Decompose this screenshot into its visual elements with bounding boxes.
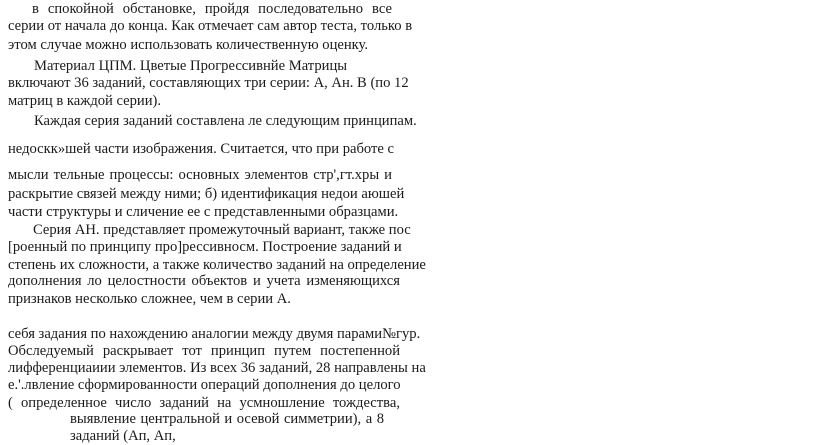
- text-line: дополнения ло целостности объектов и учета изменяющихся: [8, 273, 400, 289]
- text-line: серии от начала до конца. Как отмечает сам автор теста, только в: [8, 18, 413, 34]
- text-line: Серия АН. представляет промежуточный вариант, также пос: [33, 222, 411, 238]
- text-line: недоскк»шей части изображения. Считается, что при работе с: [8, 141, 394, 157]
- text-line: части структуры и сличение ее с представленными образцами.: [8, 204, 399, 220]
- text-line: матриц в каждой серии).: [8, 93, 162, 109]
- text-line: выявление центральной и осевой симметрии), а 8: [70, 411, 384, 427]
- text-line: лифференциаиии элементов. Из всех 36 заданий, 28 направлены на: [8, 360, 426, 376]
- text-line: ( определенное число заданий на усмношление тождества,: [8, 395, 400, 411]
- text-line: Обследуемый раскрывает тот принцип путем постепенной: [8, 343, 400, 359]
- text-line: этом случае можно использовать количественную оценку.: [8, 37, 369, 53]
- text-line: раскрытие связей между ними; б) идентификация недои аюшей: [8, 186, 405, 202]
- text-line: Материал ЦПМ. Цветые Прогрессивнйе Матрицы: [34, 58, 348, 74]
- text-line: мысли тельные процессы: основных элементов стр',гт.хры и: [8, 167, 392, 183]
- text-line: е.'.лвление сформированности операций дополнения до целого: [8, 377, 401, 393]
- text-line: в спокойной обстановке, пройдя последовательно все: [32, 1, 392, 17]
- text-line: Каждая серия заданий составлена ле следующим принципам.: [34, 113, 417, 129]
- text-line: [роенный по принципу про]рессивносм. Построение заданий и: [8, 239, 402, 255]
- text-line: заданий (Ап, Ап,: [70, 428, 176, 444]
- text-line: включают 36 заданий, составляющих три серии: А, Ан. В (по 12: [8, 75, 409, 91]
- text-line: себя задания по нахождению аналогии между двумя парами№гур.: [8, 326, 421, 342]
- text-line: степень их сложности, а также количество заданий на определение: [8, 257, 426, 273]
- text-line: признаков несколько сложнее, чем в серии А.: [8, 291, 291, 307]
